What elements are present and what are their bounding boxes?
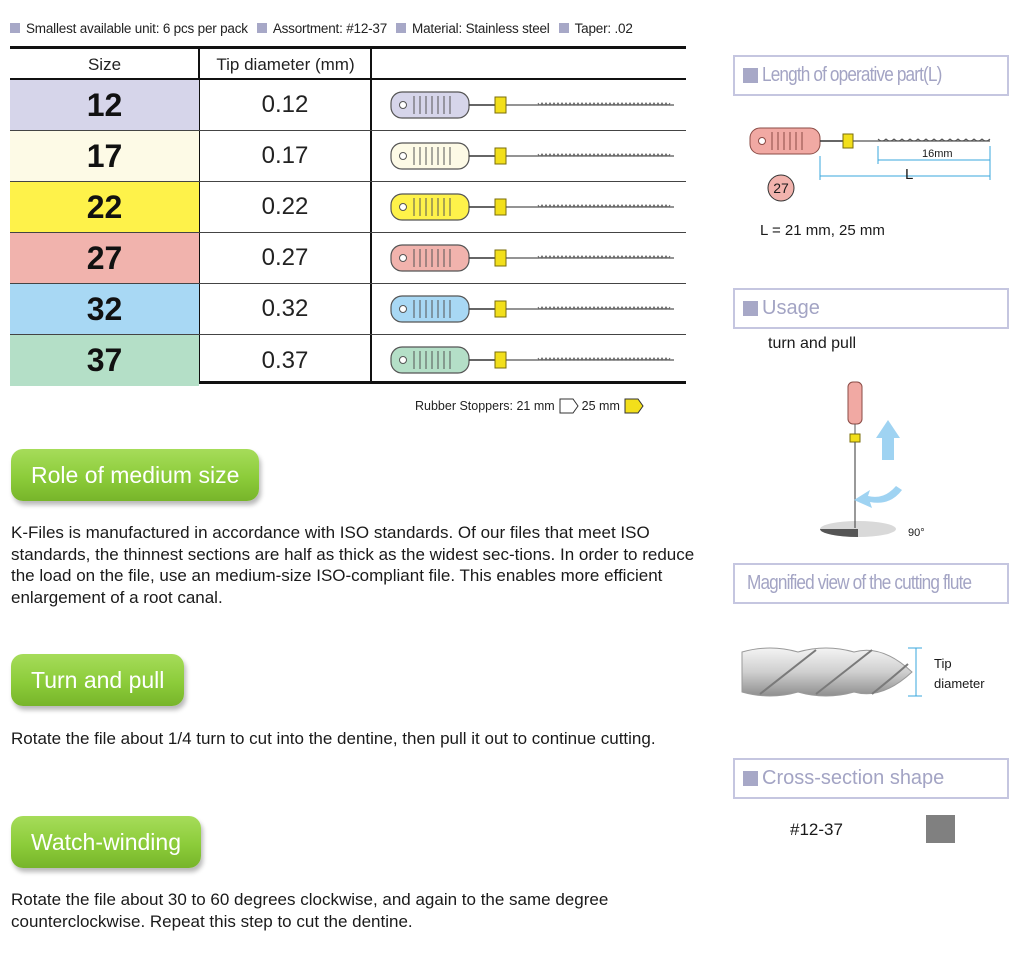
- bullet-square-icon: [743, 68, 758, 83]
- header-tip-diameter: Tip diameter (mm): [216, 55, 355, 74]
- cross-section-title-box: Cross-section shape: [733, 758, 1009, 799]
- size-cell: 12: [10, 80, 199, 130]
- length-value: L = 21 mm, 25 mm: [760, 222, 885, 239]
- file-illustration: [372, 131, 686, 181]
- length-title-box: Length of operative part(L): [733, 55, 1009, 96]
- section-title-role: Role of medium size: [11, 449, 259, 501]
- magnified-title-box: Magnified view of the cutting flute: [733, 563, 1009, 604]
- size-cell: 22: [10, 182, 199, 232]
- tip-cell: 0.12: [261, 91, 309, 118]
- file-illustration: [372, 335, 686, 386]
- tip-cell: 0.27: [261, 244, 309, 271]
- rubber-stoppers-legend: Rubber Stoppers: 21 mm 25 mm: [415, 397, 647, 415]
- file-illustration: [372, 182, 686, 232]
- file-illustration: [372, 233, 686, 283]
- tip-cell: 0.32: [261, 295, 309, 322]
- size-badge: 27: [773, 180, 789, 196]
- file-handle-icon: [388, 87, 678, 123]
- usage-title-box: Usage: [733, 288, 1009, 329]
- table-row: [10, 182, 686, 233]
- bullet-square-icon: [10, 23, 20, 33]
- usage-angle: 90°: [908, 527, 925, 539]
- tip-label-2: diameter: [934, 676, 985, 691]
- file-handle-icon: [388, 342, 678, 378]
- size-cell: 32: [10, 284, 199, 334]
- table-header: [10, 49, 686, 80]
- size-cell: 37: [10, 335, 199, 386]
- tip-cell: 0.22: [261, 193, 309, 220]
- stopper-25mm-icon: [624, 398, 644, 414]
- table-row: [10, 131, 686, 182]
- spec-assortment: Assortment: #12-37: [257, 21, 387, 36]
- spec-material: Material: Stainless steel: [396, 21, 550, 36]
- spec-unit: Smallest available unit: 6 pcs per pack: [10, 21, 248, 36]
- bullet-square-icon: [559, 23, 569, 33]
- flute-icon: [740, 642, 930, 706]
- bullet-square-icon: [743, 301, 758, 316]
- file-illustration: [372, 80, 686, 130]
- file-handle-icon: [388, 138, 678, 174]
- header-size: Size: [87, 55, 122, 74]
- size-table: [10, 46, 686, 384]
- bullet-square-icon: [257, 23, 267, 33]
- spec-taper: Taper: .02: [559, 21, 633, 36]
- size-cell: 17: [10, 131, 199, 181]
- spec-line: [10, 20, 642, 36]
- stopper-21mm-icon: [559, 398, 579, 414]
- section-text-watch: Rotate the file about 30 to 60 degrees clockwise, and again to the same degree counterclockwise. Repeat this step to cut the dentine.: [11, 890, 609, 931]
- file-handle-icon: [388, 291, 678, 327]
- tip-label-1: Tip: [934, 656, 952, 671]
- dimension-16mm: 16mm: [922, 148, 953, 160]
- file-handle-icon: [388, 240, 678, 276]
- bullet-square-icon: [743, 771, 758, 786]
- file-handle-icon: [388, 189, 678, 225]
- cross-section-value: #12-37: [790, 820, 843, 839]
- table-row: [10, 80, 686, 131]
- section-text-role: K-Files is manufactured in accordance with ISO standards. Of our files that meet ISO standards, the thinnest sections are half as thick as the widest sec-tions. In order to reduce the load on the file, use an medium-size ISO-compliant file. This enables more efficient enlargement of a root canal.: [11, 523, 695, 607]
- cross-section-square-icon: [926, 815, 955, 843]
- tip-cell: 0.17: [261, 142, 309, 169]
- section-text-turn: Rotate the file about 1/4 turn to cut into the dentine, then pull it out to continue cutting.: [11, 729, 656, 748]
- section-title-turn: Turn and pull: [11, 654, 184, 706]
- size-cell: 27: [10, 233, 199, 283]
- table-row: [10, 233, 686, 284]
- section-title-watch: Watch-winding: [11, 816, 201, 868]
- file-illustration: [372, 284, 686, 334]
- usage-arrow-icon: [810, 378, 930, 548]
- usage-value: turn and pull: [768, 335, 857, 352]
- dimension-l: L: [905, 166, 914, 183]
- table-row: [10, 284, 686, 335]
- bullet-square-icon: [396, 23, 406, 33]
- table-row: [10, 335, 686, 386]
- tip-cell: 0.37: [261, 346, 309, 374]
